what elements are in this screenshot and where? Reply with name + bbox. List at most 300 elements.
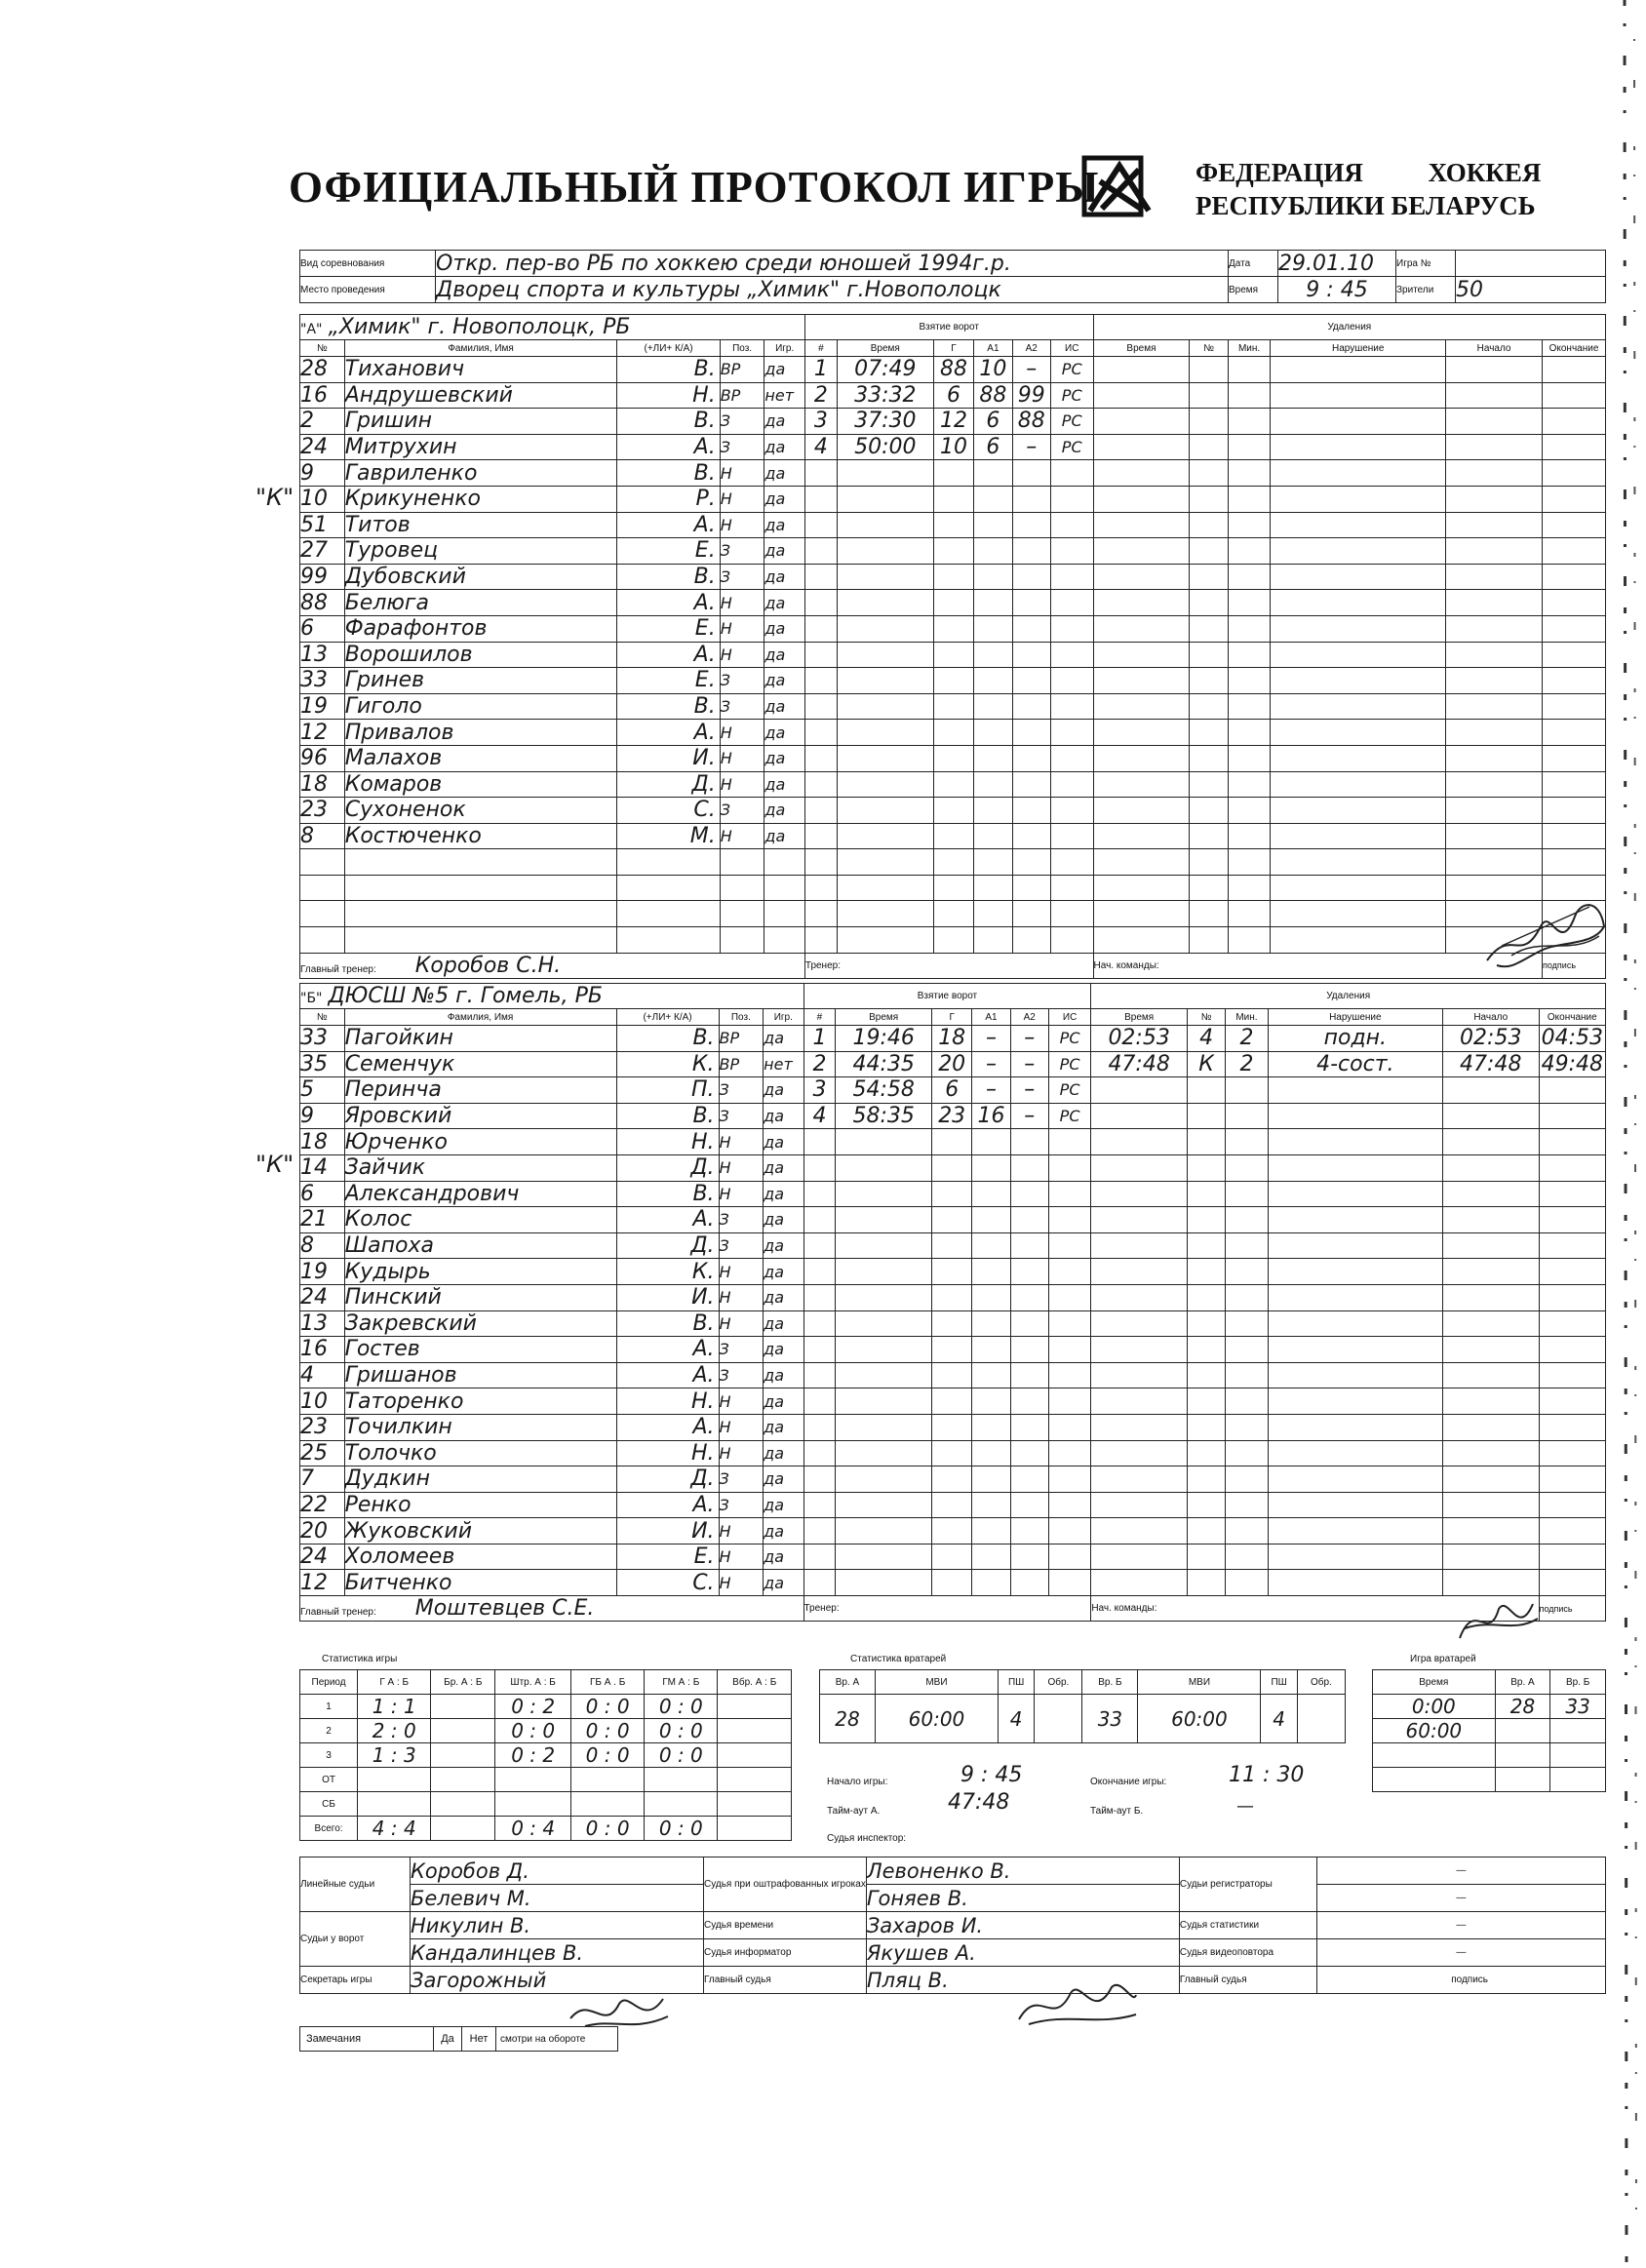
player-initial: А. bbox=[616, 1362, 719, 1388]
penalty-minutes bbox=[1228, 849, 1271, 876]
penalty-start bbox=[1446, 693, 1543, 720]
penalty-start bbox=[1442, 1466, 1539, 1493]
player-row bbox=[300, 927, 1606, 954]
game-stats-gm: 0 : 0 bbox=[645, 1719, 718, 1743]
player-row bbox=[300, 798, 1606, 824]
goal-number: 2 bbox=[804, 382, 837, 409]
goal-scorer bbox=[932, 1232, 972, 1259]
penalty-start bbox=[1446, 745, 1543, 771]
penalty-minutes bbox=[1226, 1466, 1268, 1493]
penalty-end bbox=[1543, 668, 1606, 694]
goal-assist-1 bbox=[974, 668, 1012, 694]
penalty-time bbox=[1093, 798, 1190, 824]
player-row bbox=[300, 1103, 1606, 1129]
goal-scorer: 10 bbox=[933, 434, 973, 460]
player-played: да bbox=[764, 1259, 803, 1285]
penalty-end bbox=[1539, 1440, 1605, 1466]
goal-scorer bbox=[932, 1414, 972, 1440]
penalty-start bbox=[1442, 1337, 1539, 1363]
goal-number bbox=[804, 745, 837, 771]
penalty-minutes bbox=[1226, 1207, 1268, 1233]
goal-number bbox=[804, 901, 837, 927]
player-row bbox=[300, 1440, 1606, 1466]
player-initial bbox=[617, 901, 720, 927]
player-name bbox=[344, 875, 617, 901]
goal-assist-2: – bbox=[1012, 434, 1050, 460]
penalty-violation bbox=[1268, 1129, 1442, 1155]
penalty-start bbox=[1446, 564, 1543, 590]
game-stats-p: СБ bbox=[300, 1792, 358, 1817]
penalty-end bbox=[1543, 538, 1606, 565]
goal-scorer bbox=[933, 486, 973, 512]
goal-time bbox=[836, 1232, 932, 1259]
goal-situation: РС bbox=[1048, 1026, 1090, 1052]
penalty-end bbox=[1543, 720, 1606, 746]
header-hash: # bbox=[804, 340, 837, 357]
penalty-time bbox=[1093, 460, 1190, 487]
goal-scorer bbox=[932, 1129, 972, 1155]
federation-name bbox=[1195, 156, 1586, 222]
player-position: Н bbox=[719, 1414, 764, 1440]
goal-assist-1 bbox=[974, 590, 1012, 616]
goal-number bbox=[803, 1129, 836, 1155]
player-row bbox=[300, 538, 1606, 565]
goal-number bbox=[804, 693, 837, 720]
linesmen-label: Линейные судьи bbox=[300, 1857, 411, 1912]
player-initial: А. bbox=[616, 1207, 719, 1233]
penalty-player bbox=[1190, 615, 1228, 642]
player-position: Н bbox=[720, 642, 764, 668]
goal-situation bbox=[1050, 693, 1093, 720]
player-initial: Н. bbox=[617, 382, 720, 409]
goal-assist-1: – bbox=[972, 1077, 1010, 1104]
goal-number bbox=[803, 1492, 836, 1518]
stats-judge-value: — bbox=[1316, 1912, 1605, 1939]
goal-situation bbox=[1050, 668, 1093, 694]
penalty-minutes bbox=[1226, 1414, 1268, 1440]
player-name: Дубовский bbox=[344, 564, 617, 590]
penalty-player bbox=[1190, 823, 1228, 849]
goal-time bbox=[837, 460, 933, 487]
penalty-time bbox=[1091, 1154, 1188, 1181]
game-stats-gb bbox=[571, 1768, 645, 1792]
federation-line-2: РЕСПУБЛИКИ БЕЛАРУСЬ bbox=[1195, 191, 1536, 220]
penalty-end bbox=[1539, 1181, 1605, 1207]
player-played: да bbox=[764, 1440, 803, 1466]
player-number bbox=[300, 875, 345, 901]
penalty-violation bbox=[1271, 564, 1446, 590]
goal-scorer bbox=[932, 1388, 972, 1415]
penalty-violation bbox=[1268, 1570, 1442, 1596]
penalty-end bbox=[1543, 901, 1606, 927]
goal-time bbox=[837, 512, 933, 538]
goals-caption: Взятие ворот bbox=[803, 984, 1091, 1009]
penalty-start bbox=[1442, 1414, 1539, 1440]
goal-assist-2 bbox=[1010, 1310, 1048, 1337]
goal-time: 07:49 bbox=[837, 357, 933, 383]
penalty-violation bbox=[1271, 382, 1446, 409]
penalty-start bbox=[1446, 771, 1543, 798]
goal-assist-2 bbox=[1010, 1207, 1048, 1233]
penalty-violation bbox=[1268, 1518, 1442, 1545]
goal-assist-2 bbox=[1012, 823, 1050, 849]
penalty-end bbox=[1539, 1232, 1605, 1259]
goal-assist-1 bbox=[972, 1310, 1010, 1337]
goalie-stats-value bbox=[1297, 1695, 1345, 1743]
penalty-start bbox=[1442, 1544, 1539, 1570]
penalty-time bbox=[1091, 1362, 1188, 1388]
penalty-player bbox=[1190, 745, 1228, 771]
captain-mark-b: "К" bbox=[255, 1151, 294, 1178]
player-name: Битченко bbox=[344, 1570, 616, 1596]
penalty-time bbox=[1093, 875, 1190, 901]
player-row bbox=[300, 823, 1606, 849]
player-row bbox=[300, 693, 1606, 720]
goal-situation bbox=[1050, 512, 1093, 538]
player-position: Н bbox=[719, 1181, 764, 1207]
goalie-stats-value: 28 bbox=[820, 1695, 876, 1743]
penalty-start bbox=[1446, 798, 1543, 824]
penalty-player bbox=[1187, 1310, 1225, 1337]
goal-assist-1 bbox=[974, 512, 1012, 538]
penalty-start bbox=[1446, 382, 1543, 409]
game-stats-g bbox=[358, 1768, 431, 1792]
goal-situation bbox=[1048, 1181, 1090, 1207]
goal-time bbox=[837, 615, 933, 642]
venue-label: Место проведения bbox=[300, 277, 436, 303]
header-a1: А1 bbox=[974, 340, 1012, 357]
goal-time: 44:35 bbox=[836, 1051, 932, 1077]
player-position: З bbox=[720, 409, 764, 435]
goal-scorer bbox=[933, 823, 973, 849]
goal-number: 4 bbox=[803, 1103, 836, 1129]
player-row bbox=[300, 1570, 1606, 1596]
goal-scorer bbox=[933, 668, 973, 694]
goal-assist-2 bbox=[1012, 771, 1050, 798]
player-played: да bbox=[764, 1414, 803, 1440]
penalty-end bbox=[1543, 927, 1606, 954]
goal-number bbox=[804, 823, 837, 849]
player-number: 88 bbox=[300, 590, 345, 616]
goal-assist-2: – bbox=[1012, 357, 1050, 383]
goal-number bbox=[803, 1259, 836, 1285]
penalty-minutes bbox=[1226, 1544, 1268, 1570]
penalty-time bbox=[1091, 1077, 1188, 1104]
player-row bbox=[300, 357, 1606, 383]
goal-number bbox=[804, 642, 837, 668]
player-initial: А. bbox=[616, 1414, 719, 1440]
penalty-player bbox=[1187, 1570, 1225, 1596]
game-stats-br bbox=[431, 1743, 495, 1768]
goal-time bbox=[836, 1259, 932, 1285]
goal-number bbox=[804, 564, 837, 590]
player-name: Привалов bbox=[344, 720, 617, 746]
penalty-end bbox=[1543, 486, 1606, 512]
goalie-play-header: Время bbox=[1373, 1670, 1496, 1695]
goal-number bbox=[804, 486, 837, 512]
penalty-violation bbox=[1268, 1544, 1442, 1570]
penalties-caption: Удаления bbox=[1091, 984, 1606, 1009]
player-initial: Н. bbox=[616, 1440, 719, 1466]
penalty-violation: 4-сост. bbox=[1268, 1051, 1442, 1077]
penalty-time bbox=[1091, 1284, 1188, 1310]
coach-label: Главный тренер: bbox=[300, 963, 376, 975]
penalty-start bbox=[1442, 1207, 1539, 1233]
penalty-violation bbox=[1271, 357, 1446, 383]
game-no-label: Игра № bbox=[1396, 251, 1456, 277]
goal-assist-1 bbox=[972, 1337, 1010, 1363]
goal-time bbox=[836, 1207, 932, 1233]
player-position: ВР bbox=[720, 382, 764, 409]
penalty-time bbox=[1093, 771, 1190, 798]
goal-situation bbox=[1048, 1154, 1090, 1181]
player-position: Н bbox=[720, 486, 764, 512]
player-row bbox=[300, 409, 1606, 435]
game-start-value: 9 : 45 bbox=[960, 1763, 1023, 1787]
penalty-start bbox=[1442, 1154, 1539, 1181]
player-initial: К. bbox=[616, 1259, 719, 1285]
penalty-time bbox=[1091, 1129, 1188, 1155]
goal-time: 19:46 bbox=[836, 1026, 932, 1052]
player-position: Н bbox=[720, 823, 764, 849]
penalty-end bbox=[1539, 1259, 1605, 1285]
player-name: Пинский bbox=[344, 1284, 616, 1310]
goal-assist-2 bbox=[1010, 1284, 1048, 1310]
goal-time: 58:35 bbox=[836, 1103, 932, 1129]
penalty-minutes bbox=[1226, 1362, 1268, 1388]
penalty-end bbox=[1543, 564, 1606, 590]
penalty-player bbox=[1190, 538, 1228, 565]
player-position: З bbox=[720, 564, 764, 590]
goal-assist-1 bbox=[974, 615, 1012, 642]
penalty-violation bbox=[1268, 1207, 1442, 1233]
penalty-player bbox=[1190, 357, 1228, 383]
goal-time bbox=[837, 538, 933, 565]
game-stats-header: Период bbox=[300, 1670, 358, 1695]
goal-time bbox=[836, 1570, 932, 1596]
player-name: Гостев bbox=[344, 1337, 616, 1363]
player-number: 2 bbox=[300, 409, 345, 435]
goal-situation bbox=[1048, 1259, 1090, 1285]
goal-number bbox=[804, 512, 837, 538]
player-number: 33 bbox=[300, 668, 345, 694]
player-name: Титов bbox=[344, 512, 617, 538]
penalty-violation bbox=[1271, 823, 1446, 849]
goals-caption: Взятие ворот bbox=[804, 315, 1093, 340]
player-position: З bbox=[719, 1337, 764, 1363]
penalty-start bbox=[1446, 434, 1543, 460]
informer-value: Якушев А. bbox=[866, 1939, 1179, 1967]
federation-line-1: ФЕДЕРАЦИЯ ХОККЕЯ bbox=[1195, 158, 1542, 187]
penalty-minutes bbox=[1226, 1492, 1268, 1518]
date-label: Дата bbox=[1229, 251, 1278, 277]
goal-assist-1: 6 bbox=[974, 409, 1012, 435]
goalie-play-cell: 0:00 bbox=[1373, 1695, 1496, 1719]
goal-assist-1 bbox=[972, 1466, 1010, 1493]
goalie-play-cell bbox=[1495, 1743, 1550, 1768]
penalty-start bbox=[1446, 460, 1543, 487]
coach-name: Моштевцев С.Е. bbox=[414, 1596, 595, 1622]
goal-assist-2 bbox=[1010, 1337, 1048, 1363]
penalty-end bbox=[1539, 1388, 1605, 1415]
penalty-player bbox=[1187, 1077, 1225, 1104]
penalty-player bbox=[1187, 1207, 1225, 1233]
goal-scorer: 20 bbox=[932, 1051, 972, 1077]
goal-situation bbox=[1050, 720, 1093, 746]
goal-assist-1: – bbox=[972, 1051, 1010, 1077]
video-judge-value: — bbox=[1316, 1939, 1605, 1967]
goal-scorer bbox=[932, 1154, 972, 1181]
player-played bbox=[764, 927, 804, 954]
goal-assist-2 bbox=[1012, 875, 1050, 901]
time-label: Время bbox=[1229, 277, 1278, 303]
team-b-table bbox=[299, 983, 1606, 1622]
player-number: 8 bbox=[300, 823, 345, 849]
goal-assist-1: 16 bbox=[972, 1103, 1010, 1129]
goal-assist-2 bbox=[1012, 927, 1050, 954]
penalty-start bbox=[1442, 1362, 1539, 1388]
player-initial: А. bbox=[617, 720, 720, 746]
penalty-violation bbox=[1268, 1310, 1442, 1337]
penalty-end bbox=[1543, 823, 1606, 849]
player-position bbox=[720, 875, 764, 901]
timeout-b-value: — bbox=[1236, 1796, 1254, 1817]
federation-logo-icon bbox=[1080, 152, 1158, 220]
goal-situation: РС bbox=[1050, 409, 1093, 435]
game-stats-br bbox=[431, 1817, 495, 1841]
player-number: 5 bbox=[300, 1077, 345, 1104]
player-initial: Н. bbox=[616, 1388, 719, 1415]
goal-assist-1 bbox=[972, 1259, 1010, 1285]
linesman-2: Белевич М. bbox=[411, 1885, 704, 1912]
head-referee-label: Главный судья bbox=[704, 1967, 867, 1994]
player-name: Яровский bbox=[344, 1103, 616, 1129]
head-referee-value: Пляц В. bbox=[866, 1967, 1179, 1994]
goal-number bbox=[804, 798, 837, 824]
goal-situation bbox=[1050, 615, 1093, 642]
player-row bbox=[300, 1518, 1606, 1545]
goal-assist-2 bbox=[1010, 1388, 1048, 1415]
penalty-time bbox=[1091, 1466, 1188, 1493]
player-initial: К. bbox=[616, 1051, 719, 1077]
penalty-start bbox=[1442, 1103, 1539, 1129]
penalty-end bbox=[1543, 798, 1606, 824]
player-initial: А. bbox=[616, 1337, 719, 1363]
penalty-end bbox=[1543, 849, 1606, 876]
player-row bbox=[300, 564, 1606, 590]
penalty-time bbox=[1093, 901, 1190, 927]
goal-scorer bbox=[933, 901, 973, 927]
player-number: 35 bbox=[300, 1051, 345, 1077]
player-initial: С. bbox=[616, 1570, 719, 1596]
goalie-play-cell bbox=[1550, 1743, 1606, 1768]
player-row bbox=[300, 720, 1606, 746]
player-name: Семенчук bbox=[344, 1051, 616, 1077]
goal-number bbox=[803, 1337, 836, 1363]
penalty-minutes bbox=[1226, 1232, 1268, 1259]
game-meta-table bbox=[299, 250, 1606, 303]
goal-assist-1 bbox=[972, 1154, 1010, 1181]
penalty-minutes bbox=[1228, 927, 1271, 954]
goal-number bbox=[803, 1310, 836, 1337]
header-pen-min: Мин. bbox=[1226, 1009, 1268, 1026]
player-name: Митрухин bbox=[344, 434, 617, 460]
game-stats-sh: 0 : 2 bbox=[495, 1695, 571, 1719]
timeout-a-value: 47:48 bbox=[948, 1790, 1010, 1815]
goal-situation bbox=[1050, 642, 1093, 668]
goal-time: 50:00 bbox=[837, 434, 933, 460]
goal-number bbox=[804, 590, 837, 616]
goal-number bbox=[803, 1232, 836, 1259]
goal-number: 1 bbox=[804, 357, 837, 383]
penalty-time bbox=[1093, 382, 1190, 409]
player-name: Закревский bbox=[344, 1310, 616, 1337]
goal-scorer bbox=[933, 538, 973, 565]
game-stats-p: ОТ bbox=[300, 1768, 358, 1792]
goalie-stats-value: 60:00 bbox=[1138, 1695, 1261, 1743]
goal-assist-2: – bbox=[1010, 1077, 1048, 1104]
player-number: 16 bbox=[300, 1337, 345, 1363]
penalty-minutes bbox=[1228, 901, 1271, 927]
goal-situation bbox=[1050, 564, 1093, 590]
penalty-violation bbox=[1271, 693, 1446, 720]
header-violation: Нарушение bbox=[1271, 340, 1446, 357]
goal-judges-label: Судьи у ворот bbox=[300, 1912, 411, 1967]
penalty-player bbox=[1190, 693, 1228, 720]
goal-number: 4 bbox=[804, 434, 837, 460]
player-played: да bbox=[764, 486, 804, 512]
goal-time bbox=[836, 1518, 932, 1545]
penalty-violation bbox=[1268, 1388, 1442, 1415]
goal-scorer bbox=[933, 615, 973, 642]
penalty-start bbox=[1442, 1129, 1539, 1155]
captain-mark-a: "К" bbox=[255, 484, 294, 511]
player-played: да bbox=[764, 1026, 803, 1052]
goal-number bbox=[803, 1518, 836, 1545]
penalty-violation bbox=[1268, 1362, 1442, 1388]
penalty-minutes bbox=[1226, 1259, 1268, 1285]
goal-assist-2: – bbox=[1010, 1051, 1048, 1077]
goalie-stats-header: Вр. Б bbox=[1082, 1670, 1138, 1695]
goal-assist-1 bbox=[972, 1232, 1010, 1259]
header-hash: # bbox=[803, 1009, 836, 1026]
penalty-violation bbox=[1271, 615, 1446, 642]
goal-assist-2 bbox=[1012, 798, 1050, 824]
goalie-play-cell: 28 bbox=[1495, 1695, 1550, 1719]
player-row bbox=[300, 875, 1606, 901]
goalie-play-cell bbox=[1373, 1768, 1496, 1792]
player-position: З bbox=[719, 1103, 764, 1129]
goalie-play-cell bbox=[1373, 1743, 1496, 1768]
goalie-stats-value: 60:00 bbox=[875, 1695, 998, 1743]
player-position: Н bbox=[719, 1440, 764, 1466]
penalty-minutes bbox=[1226, 1310, 1268, 1337]
goal-scorer: 6 bbox=[932, 1077, 972, 1104]
signature-label: подпись bbox=[1543, 953, 1606, 978]
penalty-player: 4 bbox=[1187, 1026, 1225, 1052]
goal-scorer: 6 bbox=[933, 382, 973, 409]
goal-situation bbox=[1048, 1518, 1090, 1545]
goal-situation bbox=[1050, 745, 1093, 771]
penalty-minutes bbox=[1228, 798, 1271, 824]
game-stats-gb: 0 : 0 bbox=[571, 1695, 645, 1719]
coach-name: Коробов С.Н. bbox=[414, 953, 562, 978]
penalty-time bbox=[1091, 1310, 1188, 1337]
goalie-stats-value: 4 bbox=[999, 1695, 1035, 1743]
game-stats-g: 1 : 1 bbox=[358, 1695, 431, 1719]
goal-assist-2: 99 bbox=[1012, 382, 1050, 409]
player-initial: В. bbox=[616, 1103, 719, 1129]
